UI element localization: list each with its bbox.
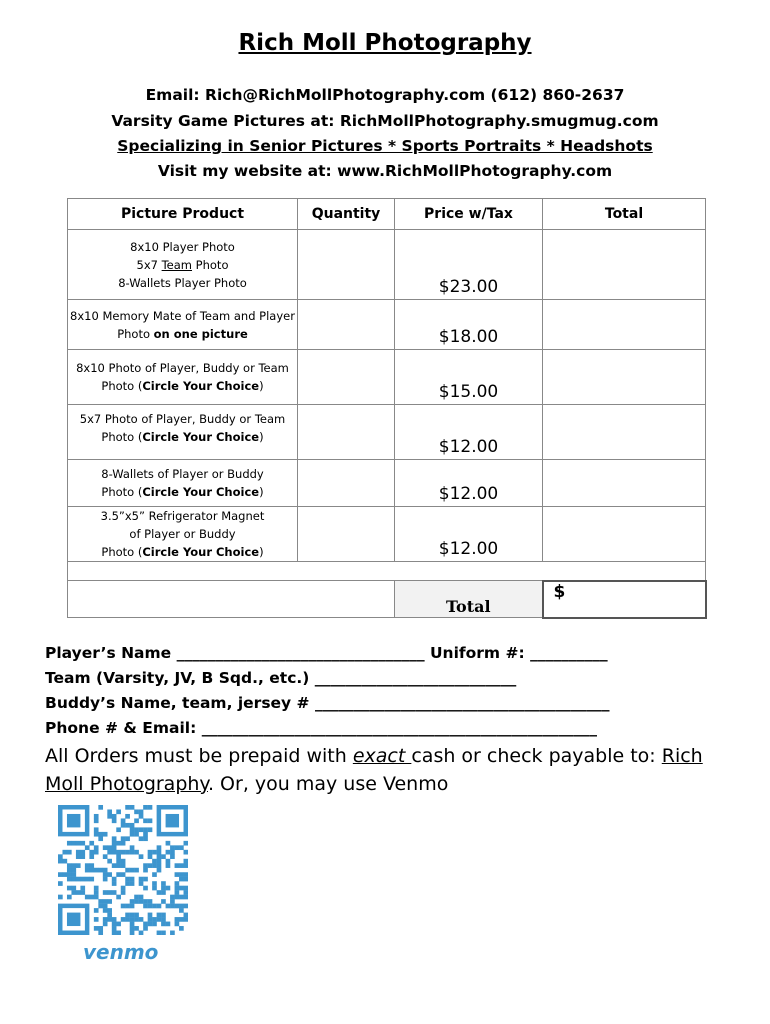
table-header-row	[68, 199, 706, 230]
product-line	[68, 256, 297, 274]
quantity-cell[interactable]	[298, 350, 395, 405]
team-field[interactable]: Team (Varsity, JV, B Sqd., etc.) __________________________	[45, 669, 517, 687]
table-row	[68, 460, 706, 507]
product-text: Photo (	[101, 379, 143, 393]
quantity-cell[interactable]	[298, 300, 395, 350]
price-cell: $12.00	[395, 460, 543, 507]
product-text: )	[259, 379, 264, 393]
page-title: Rich Moll Photography	[238, 30, 532, 56]
price-cell: $15.00	[395, 350, 543, 405]
product-line: of Player or Buddy	[129, 527, 236, 541]
contact-line: Email: Rich@RichMollPhotography.com (612) 860-2637	[145, 86, 625, 104]
product-line	[68, 377, 297, 395]
phone-email-field[interactable]: Phone # & Email: ___________________________________________________	[45, 719, 597, 737]
total-cell[interactable]	[543, 350, 706, 405]
col-header: Quantity	[298, 199, 395, 230]
product-line: 8x10 Player Photo	[130, 239, 235, 254]
website-line: Visit my website at: www.RichMollPhotography.com	[157, 162, 613, 180]
quantity-cell[interactable]	[298, 460, 395, 507]
product-text: Photo (	[101, 545, 143, 559]
table-row	[68, 350, 706, 405]
quantity-cell[interactable]	[298, 230, 395, 300]
product-line: 5x7 Photo of Player, Buddy or Team	[79, 412, 286, 426]
total-cell[interactable]	[543, 460, 706, 507]
product-bold: Circle Your Choice	[142, 485, 260, 499]
product-bold: Circle Your Choice	[142, 545, 260, 559]
price-cell: $12.00	[395, 405, 543, 460]
product-cell	[68, 230, 298, 300]
product-line	[68, 543, 297, 561]
table-row	[68, 405, 706, 460]
col-header: Total	[543, 199, 706, 230]
product-text: Team	[161, 257, 193, 272]
product-text: Photo	[192, 257, 229, 272]
product-text: Photo	[117, 326, 154, 341]
product-cell	[68, 300, 298, 350]
order-table	[67, 198, 707, 619]
col-header: Price w/Tax	[395, 199, 543, 230]
table-row	[68, 300, 706, 350]
table-row	[68, 230, 706, 300]
product-line	[68, 325, 297, 343]
product-bold: Circle Your Choice	[142, 379, 260, 393]
product-line: 8x10 Memory Mate of Team and Player	[70, 308, 295, 323]
product-text: Photo (	[101, 485, 143, 499]
product-line	[68, 428, 297, 446]
product-text: )	[259, 430, 264, 444]
product-text: )	[259, 545, 264, 559]
grand-total-cell[interactable]: $	[543, 581, 706, 618]
product-line	[68, 483, 297, 501]
product-line: 8-Wallets of Player or Buddy	[101, 467, 264, 481]
spacer-row	[68, 562, 706, 581]
product-bold: Circle Your Choice	[142, 430, 260, 444]
product-bold: on one picture	[153, 326, 248, 341]
total-cell[interactable]	[543, 507, 706, 562]
price-cell: $18.00	[395, 300, 543, 350]
total-cell[interactable]	[543, 300, 706, 350]
product-text: Photo (	[101, 430, 143, 444]
table-row	[68, 507, 706, 562]
total-blank-cell	[68, 581, 395, 618]
product-cell	[68, 507, 298, 562]
product-text: 5x7	[136, 257, 162, 272]
price-cell: $23.00	[395, 230, 543, 300]
specializing-line: Specializing in Senior Pictures * Sports Portraits * Headshots	[117, 137, 653, 155]
price-cell: $12.00	[395, 507, 543, 562]
payment-text: cash or check payable to:	[411, 745, 662, 767]
venmo-logo: venmo	[83, 940, 159, 964]
payee-name: Rich Moll Photography	[45, 745, 703, 795]
total-row	[68, 581, 706, 618]
venmo-qr-code[interactable]	[58, 805, 188, 935]
product-line: 3.5”x5” Refrigerator Magnet	[100, 509, 265, 523]
product-text: )	[259, 485, 264, 499]
col-header: Picture Product	[68, 199, 298, 230]
quantity-cell[interactable]	[298, 405, 395, 460]
product-cell	[68, 350, 298, 405]
varsity-line: Varsity Game Pictures at: RichMollPhotography.smugmug.com	[111, 112, 659, 130]
spacer-cell	[68, 562, 706, 581]
player-name-field[interactable]: Player’s Name ________________________________ Uniform #: __________	[45, 644, 608, 662]
total-label: Total	[395, 581, 543, 618]
payment-text: . Or, you may use Venmo	[207, 773, 449, 795]
product-cell	[68, 460, 298, 507]
quantity-cell[interactable]	[298, 507, 395, 562]
product-cell	[68, 405, 298, 460]
payment-note	[45, 742, 745, 798]
product-line: 8-Wallets Player Photo	[118, 275, 247, 290]
total-cell[interactable]	[543, 230, 706, 300]
total-cell[interactable]	[543, 405, 706, 460]
product-line: 8x10 Photo of Player, Buddy or Team	[76, 361, 289, 375]
payment-emphasis: exact	[352, 745, 412, 767]
payment-text: All Orders must be prepaid with	[45, 745, 353, 767]
buddy-field[interactable]: Buddy’s Name, team, jersey # ______________________________________	[45, 694, 610, 712]
